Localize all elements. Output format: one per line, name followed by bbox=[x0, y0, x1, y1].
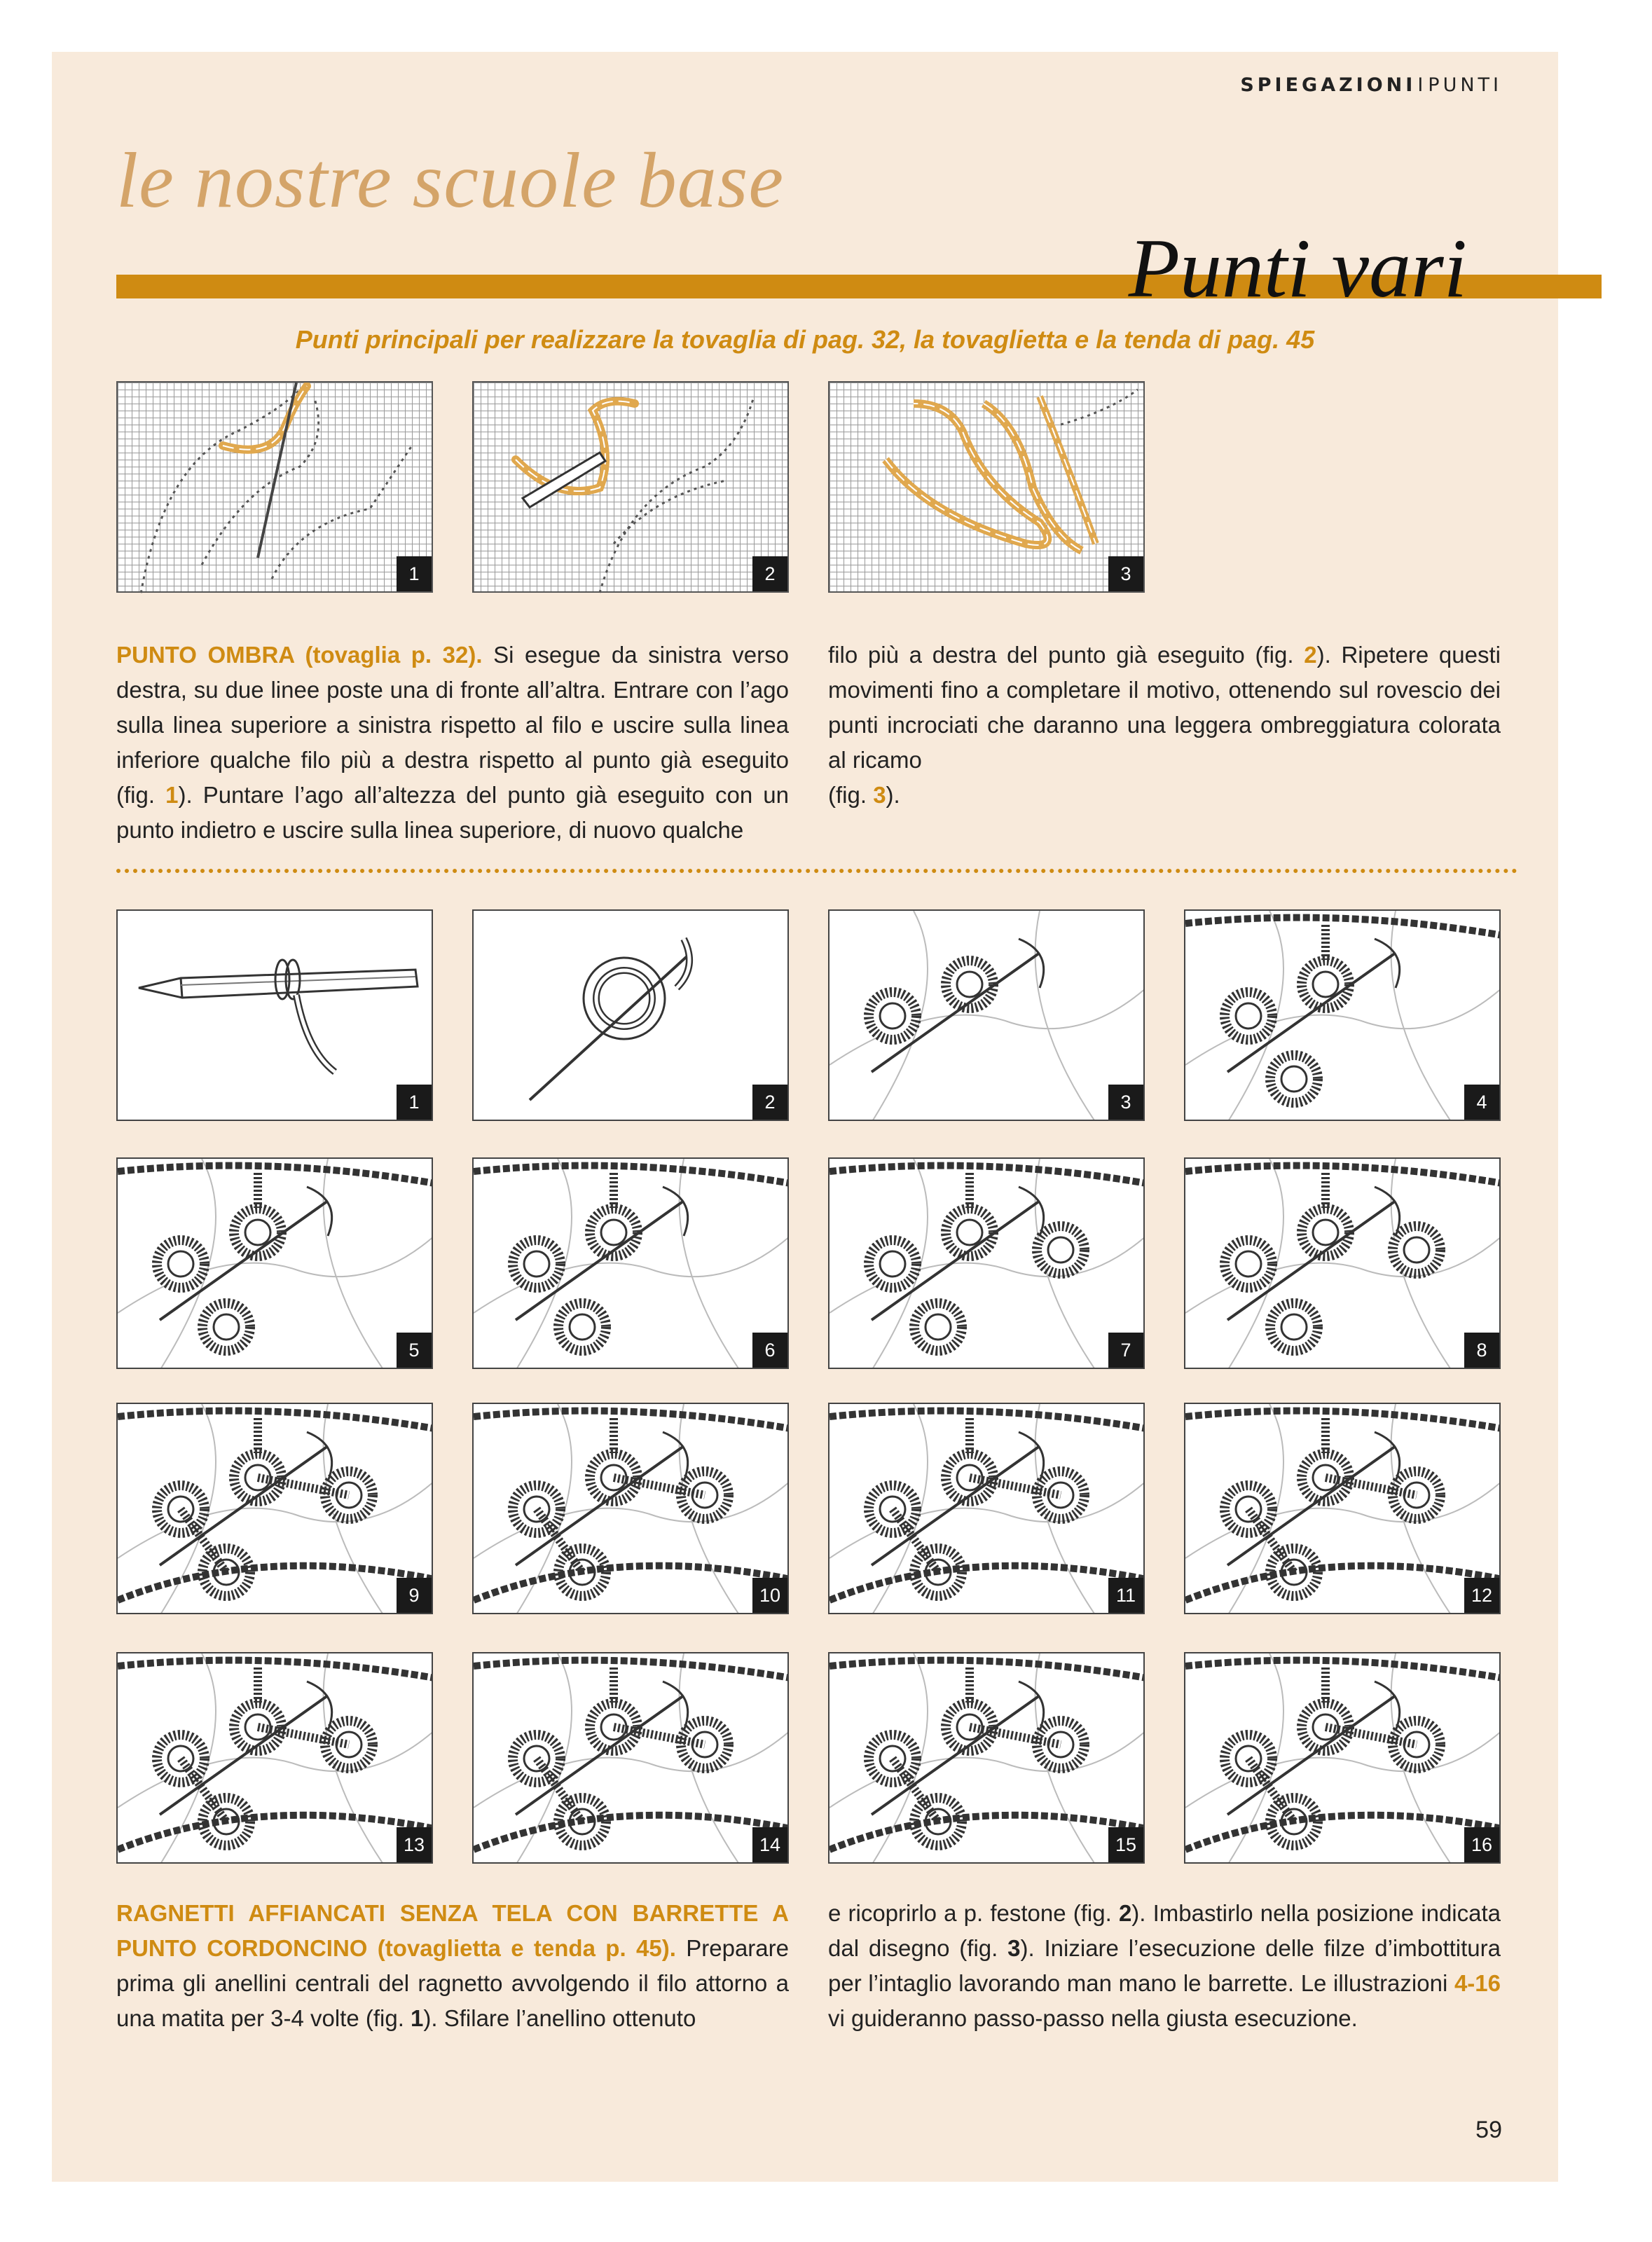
ragnetti-text-col-1 bbox=[116, 1896, 789, 2036]
step-diagram-10 bbox=[474, 1404, 789, 1614]
figure-number-badge: 3 bbox=[1108, 556, 1143, 591]
step-diagram-9 bbox=[118, 1404, 433, 1614]
figure-number-badge: 15 bbox=[1108, 1827, 1143, 1862]
step-figure-7 bbox=[828, 1157, 1145, 1369]
step-diagram-7 bbox=[830, 1159, 1145, 1369]
figure-number-badge: 14 bbox=[752, 1827, 787, 1862]
section-title: Punti vari bbox=[1128, 221, 1467, 315]
punto-ombra-text-col-1 bbox=[116, 638, 789, 848]
page bbox=[52, 52, 1558, 2182]
figure-number-badge: 16 bbox=[1464, 1827, 1499, 1862]
punto-ombra-body-4: ). Ripetere questi movimenti fino a completare il motivo, ottenendo sul rovescio dei punti incrociati che daranno una leggera ombreggiatura colorata al ricamo bbox=[828, 642, 1501, 773]
fig-ref: 2 bbox=[1118, 1900, 1132, 1926]
step-figure-14 bbox=[472, 1652, 789, 1864]
subtitle: Punti principali per realizzare la tovaglia di pag. 32, la tovaglietta e la tenda di pag. 45 bbox=[295, 325, 1315, 354]
fig-ref: 2 bbox=[1304, 642, 1317, 668]
figure-number-badge: 12 bbox=[1464, 1578, 1499, 1613]
header-separator: I bbox=[1417, 74, 1427, 96]
header-section-bold: SPIEGAZIONI bbox=[1240, 74, 1417, 96]
punto-ombra-body-1: Si esegue da sinistra verso destra, su due linee poste una di fronte all’altra. Entrare con l’ago sulla linea superiore a sinistra rispetto al filo e uscire sulla linea inferiore qualche filo più a destra rispetto al punto già eseguito (fig. bbox=[116, 642, 789, 808]
step-diagram-16 bbox=[1185, 1653, 1501, 1864]
step-diagram-5 bbox=[118, 1159, 433, 1369]
step-diagram-3 bbox=[830, 911, 1145, 1121]
figure-number-badge: 2 bbox=[752, 556, 787, 591]
fig-ref: 1 bbox=[165, 782, 179, 808]
shadow-stitch-figure-1 bbox=[116, 381, 433, 593]
ragnetti-body-6: vi guideranno passo-passo nella giusta esecuzione. bbox=[828, 2005, 1358, 2031]
step-figure-3 bbox=[828, 909, 1145, 1121]
ragnetti-body-1: Preparare prima gli anellini centrali del ragnetto avvolgendo il filo attorno a una matita per 3-4 volte (fig. bbox=[116, 1935, 789, 2031]
step-figure-16 bbox=[1184, 1652, 1501, 1864]
step-diagram-12 bbox=[1185, 1404, 1501, 1614]
step-figure-10 bbox=[472, 1403, 789, 1614]
shadow-stitch-diagram-2 bbox=[474, 383, 790, 594]
figure-number-badge: 4 bbox=[1464, 1085, 1499, 1120]
step-figure-12 bbox=[1184, 1403, 1501, 1614]
step-diagram-13 bbox=[118, 1653, 433, 1864]
step-figure-1 bbox=[116, 909, 433, 1121]
step-diagram-4 bbox=[1185, 911, 1501, 1121]
punto-ombra-body-5: (fig. bbox=[828, 782, 874, 808]
page-number: 59 bbox=[1475, 2117, 1502, 2143]
dotted-separator bbox=[116, 869, 1517, 873]
figure-number-badge: 5 bbox=[397, 1333, 432, 1368]
step-figure-4 bbox=[1184, 909, 1501, 1121]
figure-number-badge: 8 bbox=[1464, 1333, 1499, 1368]
step-figure-13 bbox=[116, 1652, 433, 1864]
ragnetti-heading: RAGNETTI AFFIANCATI SENZA TELA CON BARRETTE A PUNTO CORDONCINO (tovaglietta e tenda p. 45). bbox=[116, 1900, 789, 1961]
figure-number-badge: 1 bbox=[397, 556, 432, 591]
step-diagram-6 bbox=[474, 1159, 789, 1369]
script-title: le nostre scuole base bbox=[116, 137, 785, 224]
figure-number-badge: 13 bbox=[397, 1827, 432, 1862]
step-diagram-11 bbox=[830, 1404, 1145, 1614]
shadow-stitch-diagram-1 bbox=[118, 383, 434, 594]
step-diagram-14 bbox=[474, 1653, 789, 1864]
step-figure-6 bbox=[472, 1157, 789, 1369]
fig-ref: 4-16 bbox=[1454, 1970, 1501, 1996]
figure-number-badge: 11 bbox=[1108, 1578, 1143, 1613]
figure-number-badge: 7 bbox=[1108, 1333, 1143, 1368]
fig-ref: 1 bbox=[411, 2005, 424, 2031]
figure-number-badge: 2 bbox=[752, 1085, 787, 1120]
step-figure-11 bbox=[828, 1403, 1145, 1614]
fig-ref: 3 bbox=[1007, 1935, 1021, 1961]
punto-ombra-text-col-2 bbox=[828, 638, 1501, 813]
punto-ombra-body-6: ). bbox=[886, 782, 900, 808]
step-diagram-15 bbox=[830, 1653, 1145, 1864]
punto-ombra-body-2: ). Puntare l’ago all’altezza del punto già eseguito con un punto indietro e uscire sulla linea superiore, di nuovo qualche bbox=[116, 782, 789, 843]
ragnetti-body-2: ). Sfilare l’anellino ottenuto bbox=[423, 2005, 696, 2031]
section-header bbox=[1240, 74, 1502, 96]
punto-ombra-body-3: filo più a destra del punto già eseguito (fig. bbox=[828, 642, 1305, 668]
shadow-stitch-diagram-3 bbox=[830, 383, 1146, 594]
step-diagram-8 bbox=[1185, 1159, 1501, 1369]
figure-number-badge: 6 bbox=[752, 1333, 787, 1368]
step-figure-5 bbox=[116, 1157, 433, 1369]
ragnetti-text-col-2 bbox=[828, 1896, 1501, 2036]
step-diagram-2 bbox=[474, 911, 789, 1121]
step-figure-2 bbox=[472, 909, 789, 1121]
ragnetti-body-4: ). Imbastirlo nella posizione indicata dal disegno (fig. bbox=[828, 1900, 1501, 1961]
figure-number-badge: 10 bbox=[752, 1578, 787, 1613]
step-diagram-1 bbox=[118, 911, 433, 1121]
step-figure-15 bbox=[828, 1652, 1145, 1864]
ragnetti-body-5: ). Iniziare l’esecuzione delle filze d’imbottitura per l’intaglio lavorando man mano le barrette. Le illustrazioni bbox=[828, 1935, 1501, 1996]
figure-number-badge: 3 bbox=[1108, 1085, 1143, 1120]
figure-number-badge: 9 bbox=[397, 1578, 432, 1613]
header-section-thin: PUNTI bbox=[1428, 74, 1502, 96]
ragnetti-body-3: e ricoprirlo a p. festone (fig. bbox=[828, 1900, 1119, 1926]
fig-ref: 3 bbox=[873, 782, 886, 808]
step-figure-8 bbox=[1184, 1157, 1501, 1369]
shadow-stitch-figure-3 bbox=[828, 381, 1145, 593]
step-figure-9 bbox=[116, 1403, 433, 1614]
punto-ombra-heading: PUNTO OMBRA (tovaglia p. 32). bbox=[116, 642, 483, 668]
figure-number-badge: 1 bbox=[397, 1085, 432, 1120]
shadow-stitch-figure-2 bbox=[472, 381, 789, 593]
